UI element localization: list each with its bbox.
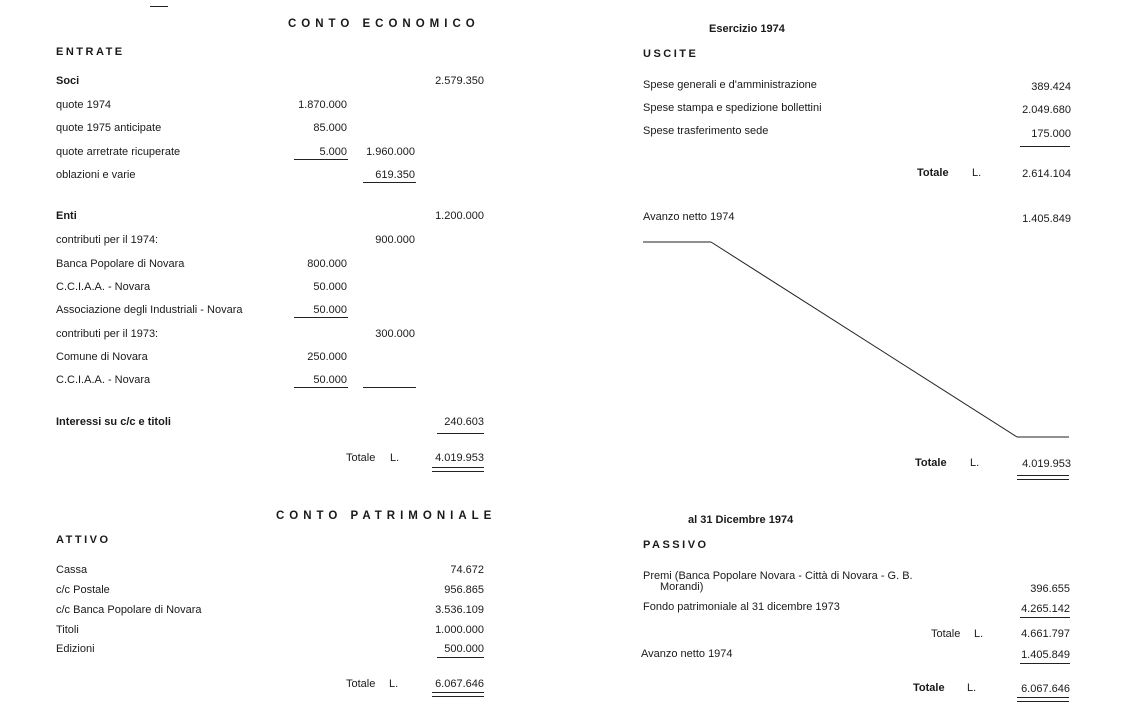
passivo-heading: PASSIVO (643, 539, 709, 551)
conto-economico-title: CONTO ECONOMICO (288, 18, 480, 30)
attivo-totale-label: Totale (346, 678, 376, 690)
spese-stampa-label: Spese stampa e spedizione bollettini (643, 102, 822, 114)
fondo-value: 4.265.142 (1021, 603, 1070, 615)
quote-1974-label: quote 1974 (56, 99, 112, 111)
edizioni-underline (437, 657, 484, 658)
spese-trasferimento-value: 175.000 (1031, 128, 1071, 140)
uscite-parziale-label: Totale (917, 167, 949, 179)
edizioni-value: 500.000 (444, 643, 484, 655)
cciaa-1973-value: 50.000 (313, 374, 347, 386)
enti-label: Enti (56, 210, 77, 222)
titoli-value: 1.000.000 (435, 624, 484, 636)
passivo-parziale-label: Totale (931, 628, 961, 640)
cc-banca-label: c/c Banca Popolare di Novara (56, 604, 202, 616)
premi-value: 396.655 (1030, 583, 1070, 595)
cc-postale-label: c/c Postale (56, 584, 110, 596)
cciaa-1974-label: C.C.I.A.A. - Novara (56, 281, 151, 293)
passivo-parziale-value: 4.661.797 (1021, 628, 1070, 640)
attivo-heading: ATTIVO (56, 534, 111, 546)
interessi-total: 240.603 (444, 416, 484, 428)
cciaa-1974-value: 50.000 (313, 281, 347, 293)
avanzo-label: Avanzo netto 1974 (643, 211, 735, 223)
entrate-heading: ENTRATE (56, 46, 125, 58)
passivo-totale-label: Totale (913, 682, 945, 694)
attivo-totale-value: 6.067.646 (435, 678, 484, 690)
soci-subtotal: 1.960.000 (366, 146, 415, 158)
uscite-totale-label: Totale (915, 457, 947, 469)
cassa-label: Cassa (56, 564, 88, 576)
avanzo-value: 1.405.849 (1022, 213, 1071, 225)
oblazioni-label: oblazioni e varie (56, 169, 136, 181)
esercizio-label: Esercizio 1974 (709, 23, 785, 35)
contributi-1974-label: contributi per il 1974: (56, 234, 159, 246)
cc-banca-value: 3.536.109 (435, 604, 484, 616)
quote-arretrate-value: 5.000 (319, 146, 347, 158)
uscite-totale-currency: L. (970, 457, 980, 469)
associazione-label: Associazione degli Industriali - Novara (56, 304, 243, 316)
uscite-parziale-value: 2.614.104 (1022, 168, 1071, 180)
passivo-totale-value: 6.067.646 (1021, 683, 1070, 695)
comune-value: 250.000 (307, 351, 347, 363)
conto-patrimoniale-title: CONTO PATRIMONIALE (276, 510, 497, 522)
soci-label: Soci (56, 75, 80, 87)
interessi-label: Interessi su c/c e titoli (56, 416, 171, 428)
cc-postale-value: 956.865 (444, 584, 484, 596)
comune-label: Comune di Novara (56, 351, 148, 363)
uscite-totale-value: 4.019.953 (1022, 458, 1071, 470)
patrimoniale-date: al 31 Dicembre 1974 (688, 514, 794, 526)
passivo-avanzo-label: Avanzo netto 1974 (641, 648, 733, 660)
cassa-value: 74.672 (450, 564, 484, 576)
passivo-totale-currency: L. (967, 682, 977, 694)
passivo-parziale-currency: L. (974, 628, 984, 640)
passivo-totale-double-underline (1017, 697, 1069, 702)
contributi-1973-subtotal: 300.000 (375, 328, 415, 340)
premi-label-line2: Morandi) (660, 581, 704, 593)
contributi-1973-label: contributi per il 1973: (56, 328, 159, 340)
uscite-heading: USCITE (643, 48, 699, 60)
entrate-totale-value: 4.019.953 (435, 452, 484, 464)
entrate-totale-currency: L. (390, 452, 400, 464)
fondo-underline (1020, 617, 1070, 618)
spese-stampa-value: 2.049.680 (1022, 104, 1071, 116)
passivo-avanzo-value: 1.405.849 (1021, 649, 1070, 661)
passivo-avanzo-underline (1020, 663, 1070, 664)
attivo-totale-double-underline (432, 692, 484, 697)
quote-arretrate-label: quote arretrate ricuperate (56, 146, 181, 158)
banca-popolare-label: Banca Popolare di Novara (56, 258, 185, 270)
spese-generali-label: Spese generali e d'amministrazione (643, 79, 817, 91)
edizioni-label: Edizioni (56, 643, 95, 655)
quote-1975-value: 85.000 (313, 122, 347, 134)
quote-1974-value: 1.870.000 (298, 99, 347, 111)
spese-trasferimento-label: Spese trasferimento sede (643, 125, 769, 137)
contributi-1974-subtotal: 900.000 (375, 234, 415, 246)
uscite-parziale-currency: L. (972, 167, 982, 179)
uscite-totale-double-underline (1017, 475, 1069, 480)
oblazioni-value: 619.350 (375, 169, 415, 181)
entrate-totale-label: Totale (346, 452, 376, 464)
banca-popolare-value: 800.000 (307, 258, 347, 270)
cciaa-1973-label: C.C.I.A.A. - Novara (56, 374, 151, 386)
quote-1975-label: quote 1975 anticipate (56, 122, 162, 134)
premi-label-line1: Premi (Banca Popolare Novara - Città di Novara - G. B. (643, 570, 913, 582)
associazione-value: 50.000 (313, 304, 347, 316)
fondo-label: Fondo patrimoniale al 31 dicembre 1973 (643, 601, 840, 613)
soci-total: 2.579.350 (435, 75, 484, 87)
titoli-label: Titoli (56, 624, 79, 636)
enti-total: 1.200.000 (435, 210, 484, 222)
spese-generali-value: 389.424 (1031, 81, 1071, 93)
attivo-totale-currency: L. (389, 678, 399, 690)
